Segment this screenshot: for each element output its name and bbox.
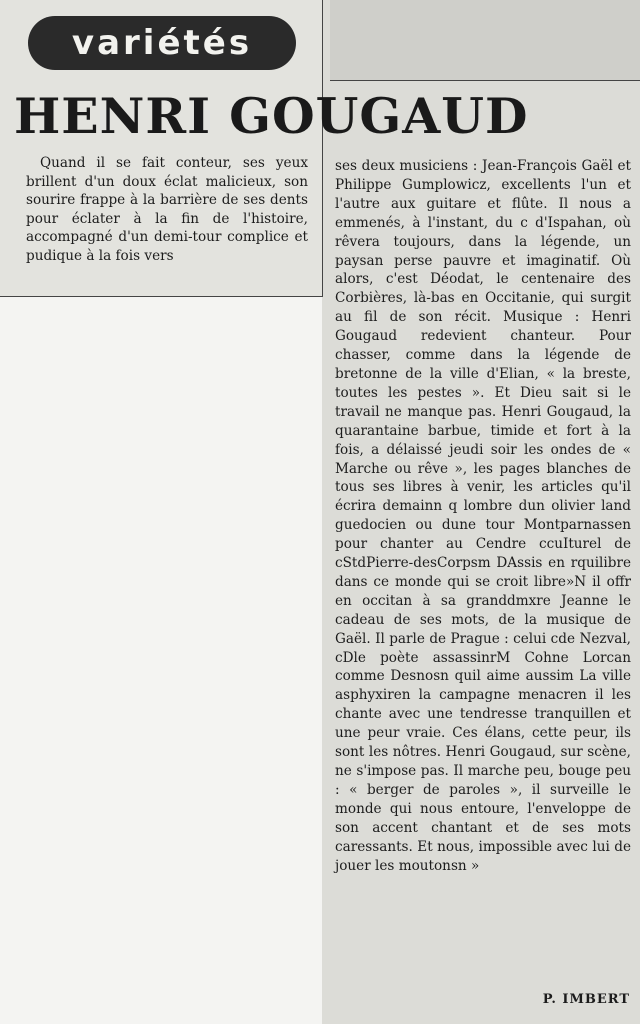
section-badge (28, 16, 296, 70)
section-label: variétés (71, 23, 253, 63)
article-column-left: Quand il se fait conteur, ses yeux brillent d'un doux éclat malicieux, son sourire frappe à la barrière de ses dents pour éclater à la fin de l'histoire, accompagné d'un demi-tour complice et pudique à la fois vers (26, 155, 308, 264)
adjacent-column-bleed (330, 0, 640, 80)
article-column-right: ses deux musiciens : Jean-François Gaël et Philippe Gumplowicz, excellents l'un et l'autre aux guitare et flûte. Il nous a emmenés, à l'instant, du c d'Ispahan, où rêvera toujours, dans la légende, un paysan perse pauvre et imaginatif. Où alors, c'est Déodat, le centenaire des Corbières, là-bas en Occitanie, qui surgit au fil de son récit. Musique : Henri Gougaud redevient chanteur. Pour chasser, comme dans la légende de bretonne de la ville d'Elian, « la breste, toutes les pestes ». Et Dieu sait si le travail ne manque pas. Henri Gougaud, la quarantaine barbue, timide et fort à la fois, a délaissé jeudi soir les ondes de « Marche ou rêve », les pages blanches de tous ses libres à venir, les articles qu'il écrira demainn q lombre dun olivier land guedocien ou dune tour Montparnassen pour chanter au Cendre ccuIturel de cStdPierre-desCorpsm DAssis en rquilibre dans ce monde qui se croit libre»N il offr en occitan à sa granddmxre Jeanne le cadeau de ses mots, de la musique de Gaël. Il parle de Prague : celui cde Nezval, cDle poète assassinrM Cohne Lorcan comme Desnosn quil aime aussim La ville asphyxiren la campagne menacren il les chante avec une tendresse tranquillen et une peur vraie. Ces élans, cette peur, ils sont les nôtres. Henri Gougaud, sur scène, ne s'impose pas. Il marche peu, bouge peu : « berger de paroles », il surveille le monde qui nous entoure, l'enveloppe de son accent chantant et de ses mots caressants. Et nous, impossible avec lui de jouer les moutonsn » (335, 158, 631, 874)
blank-paper-area (0, 297, 322, 1024)
byline: P. IMBERT (542, 992, 630, 1007)
column-rule (330, 80, 640, 81)
headline: HENRI GOUGAUD (14, 87, 529, 145)
